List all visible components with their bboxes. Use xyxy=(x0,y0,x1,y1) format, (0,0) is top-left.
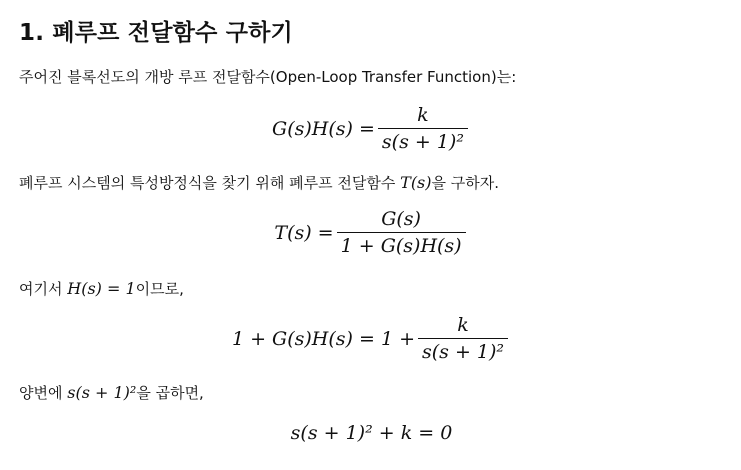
eq1-lhs: G(s)H(s) = xyxy=(272,117,375,140)
equation-closed-loop xyxy=(19,208,724,257)
p3-math: H(s) = 1 xyxy=(67,279,136,298)
p4-text-after: 을 곱하면, xyxy=(136,384,204,402)
paragraph-unity-feedback xyxy=(19,278,184,300)
p4-text-before: 양변에 xyxy=(19,384,68,402)
p3-text-before: 여기서 xyxy=(19,280,68,298)
paragraph-closed-loop xyxy=(19,172,499,194)
eq2-denominator: 1 + G(s)H(s) xyxy=(337,232,466,257)
p2-text-before: 폐루프 시스템의 특성방정식을 찾기 위해 폐루프 전달함수 xyxy=(19,174,401,192)
section-heading: 1. 폐루프 전달함수 구하기 xyxy=(19,20,293,46)
eq1-denominator: s(s + 1)² xyxy=(378,128,468,153)
eq3-fraction xyxy=(418,314,508,363)
eq3-lhs: 1 + G(s)H(s) = 1 + xyxy=(231,327,415,350)
eq2-numerator: G(s) xyxy=(381,208,421,230)
eq4-expression: s(s + 1)² + k = 0 xyxy=(290,422,453,444)
paragraph-open-loop: 주어진 블록선도의 개방 루프 전달함수(Open-Loop Transfer Function)는: xyxy=(19,68,517,86)
eq2-lhs: T(s) = xyxy=(274,221,334,244)
eq1-fraction xyxy=(378,104,468,153)
p3-text-after: 이므로, xyxy=(135,280,184,298)
p4-math: s(s + 1)² xyxy=(67,383,137,402)
eq3-numerator: k xyxy=(457,314,469,336)
equation-open-loop xyxy=(19,104,724,153)
paragraph-multiply xyxy=(19,382,204,404)
eq2-fraction xyxy=(337,208,466,257)
p2-text-after: 을 구하자. xyxy=(431,174,500,192)
equation-characteristic xyxy=(19,422,724,444)
eq1-numerator: k xyxy=(417,104,429,126)
p2-math: T(s) xyxy=(400,173,432,192)
equation-characteristic-sum xyxy=(19,314,724,363)
eq3-denominator: s(s + 1)² xyxy=(418,338,508,363)
